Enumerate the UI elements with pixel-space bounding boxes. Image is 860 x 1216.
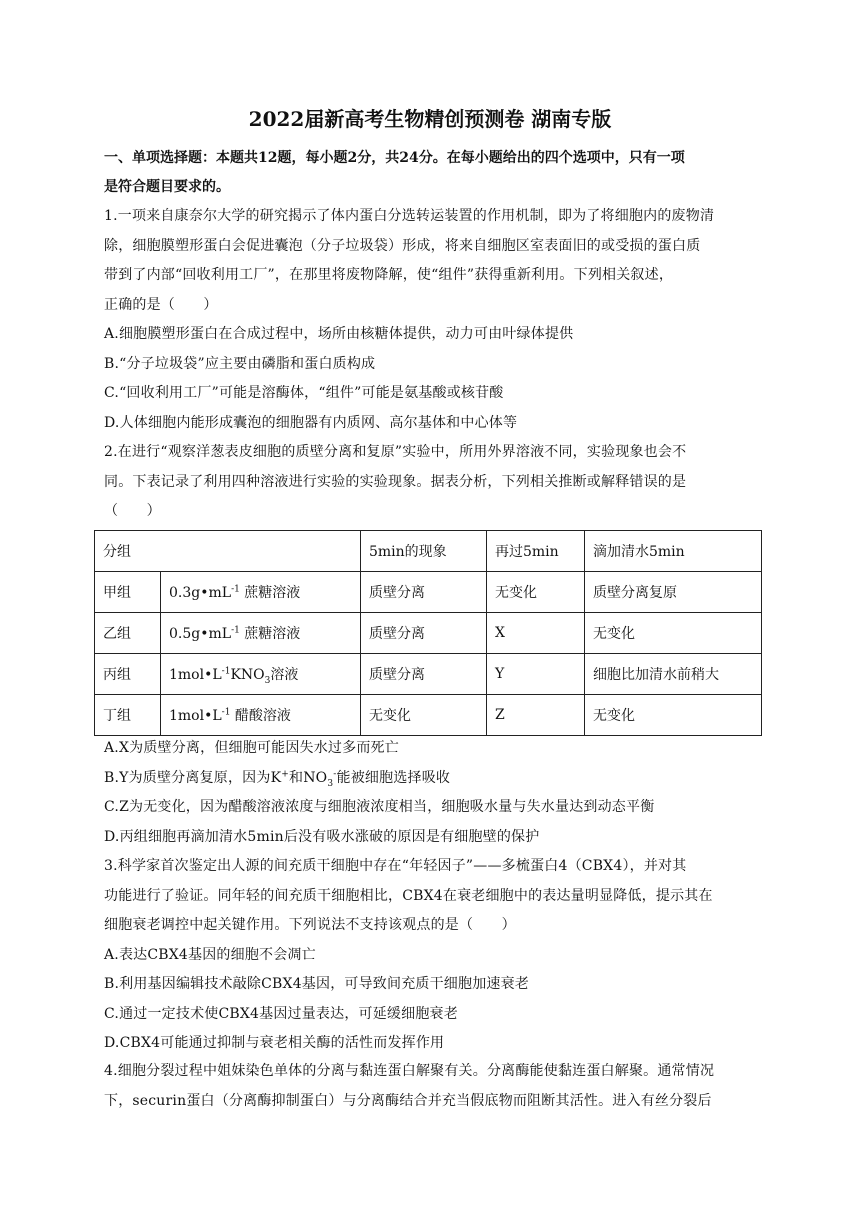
table-header-cell: 滴加清水5min xyxy=(585,531,762,572)
table-header-row xyxy=(95,531,762,572)
section-heading-line: 是符合题目要求的。 xyxy=(104,179,230,195)
table-row xyxy=(95,695,762,736)
option-c: C.Z为无变化，因为醋酸溶液浓度与细胞液浓度相当，细胞吸水量与失水量达到动态平衡 xyxy=(104,799,655,815)
text-line: 正确的是（ ） xyxy=(104,296,218,313)
text-line: 细胞衰老调控中起关键作用。下列说法不支持该观点的是（ ） xyxy=(104,917,516,933)
observation-cell: 质壁分离 xyxy=(361,654,487,695)
table-row xyxy=(95,613,762,654)
text-line: （ ） xyxy=(104,503,161,519)
solution-cell: $0.5g•mL^{-1}$ 蔗糖溶液 xyxy=(161,613,361,654)
observation-cell: X xyxy=(487,613,585,654)
group-cell: 乙组 xyxy=(95,613,161,654)
question-2-options xyxy=(104,734,764,852)
text-line: 带到了内部“回收利用工厂”，在那里将废物降解，使“组件”获得重新利用。下列相关叙述， xyxy=(104,267,674,283)
question-1-stem xyxy=(104,202,764,320)
question-3 xyxy=(104,852,764,1059)
table-row xyxy=(95,572,762,613)
observation-cell: 无变化 xyxy=(361,695,487,736)
text-line: 除，细胞膜塑形蛋白会促进囊泡（分子垃圾袋）形成，将来自细胞区室表面旧的或受损的蛋白质 xyxy=(104,237,701,254)
option-b: B.Y为质壁分离复原，因为K+和$NO_3^-$能被细胞选择吸收 xyxy=(104,768,451,789)
option-b: B.利用基因编辑技术敲除CBX4基因，可导致间充质干细胞加速衰老 xyxy=(104,976,530,992)
option-d: D.人体细胞内能形成囊泡的细胞器有内质网、高尔基体和中心体等 xyxy=(104,414,518,431)
observation-cell: 无变化 xyxy=(585,695,762,736)
table-row xyxy=(95,654,762,695)
option-a: A.细胞膜塑形蛋白在合成过程中，场所由核糖体提供，动力可由叶绿体提供 xyxy=(104,326,574,342)
option-d: D.丙组细胞再滴加清水5min后没有吸水涨破的原因是有细胞壁的保护 xyxy=(104,828,540,845)
table-header-cell: 再过5min xyxy=(487,531,585,572)
observation-cell: Y xyxy=(487,654,585,695)
text-line: 下，securin蛋白（分离酶抑制蛋白）与分离酶结合并充当假底物而阻断其活性。进入有丝分裂后 xyxy=(104,1092,712,1109)
solution-cell: $1mol•L^{-1}$ 醋酸溶液 xyxy=(161,695,361,736)
observation-cell: 质壁分离 xyxy=(361,613,487,654)
text-line: 1.一项来自康奈尔大学的研究揭示了体内蛋白分选转运装置的作用机制，即为了将细胞内的废物清 xyxy=(104,208,715,224)
question-2-stem xyxy=(104,438,764,527)
question-4 xyxy=(104,1057,764,1116)
solution-cell: $1mol•L^{-1}KNO_3$溶液 xyxy=(161,654,361,695)
group-cell: 丁组 xyxy=(95,695,161,736)
observation-cell: Z xyxy=(487,695,585,736)
option-c: C.“回收利用工厂”可能是溶酶体，“组件”可能是氨基酸或核苷酸 xyxy=(104,385,504,401)
text-line: 2.在进行“观察洋葱表皮细胞的质壁分离和复原”实验中，所用外界溶液不同，实验现象也会不 xyxy=(104,444,687,460)
observation-cell: 细胞比加清水前稍大 xyxy=(585,654,762,695)
observation-cell: 质壁分离 xyxy=(361,572,487,613)
experiment-table xyxy=(94,530,762,736)
observation-cell: 无变化 xyxy=(585,613,762,654)
text-line: 功能进行了验证。同年轻的间充质干细胞相比，CBX4在衰老细胞中的表达量明显降低，提示其在 xyxy=(104,887,713,904)
group-cell: 甲组 xyxy=(95,572,161,613)
observation-cell: 无变化 xyxy=(487,572,585,613)
text-line: 3.科学家首次鉴定出人源的间充质干细胞中存在“年轻因子”——多梳蛋白4（CBX4），并对其 xyxy=(104,858,687,874)
text-line: 同。下表记录了利用四种溶液进行实验的实验现象。据表分析，下列相关推断或解释错误的是 xyxy=(104,473,687,490)
option-a: A.表达CBX4基因的细胞不会凋亡 xyxy=(104,946,316,963)
table-header-cell: 分组 xyxy=(95,531,361,572)
question-4-stem xyxy=(104,1057,764,1116)
text-line: 4.细胞分裂过程中姐妹染色单体的分离与黏连蛋白解聚有关。分离酶能使黏连蛋白解聚。通常情况 xyxy=(104,1063,715,1079)
option-d: D.CBX4可能通过抑制与衰老相关酶的活性而发挥作用 xyxy=(104,1035,445,1051)
section-heading xyxy=(104,144,764,202)
table-header-cell: 5min的现象 xyxy=(361,531,487,572)
page-title: 2022届新高考生物精创预测卷 湖南专版 xyxy=(248,107,612,131)
question-3-stem xyxy=(104,852,764,941)
section-heading-line: 一、单项选择题：本题共12题，每小题2分，共24分。在每小题给出的四个选项中，只有一项 xyxy=(104,150,685,166)
option-b: B.“分子垃圾袋”应主要由磷脂和蛋白质构成 xyxy=(104,355,376,372)
option-c: C.通过一定技术使CBX4基因过量表达，可延缓细胞衰老 xyxy=(104,1005,458,1022)
question-1 xyxy=(104,202,764,438)
option-a: A.X为质壁分离，但细胞可能因失水过多而死亡 xyxy=(104,740,399,756)
observation-cell: 质壁分离复原 xyxy=(585,572,762,613)
group-cell: 丙组 xyxy=(95,654,161,695)
solution-cell: $0.3g•mL^{-1}$ 蔗糖溶液 xyxy=(161,572,361,613)
